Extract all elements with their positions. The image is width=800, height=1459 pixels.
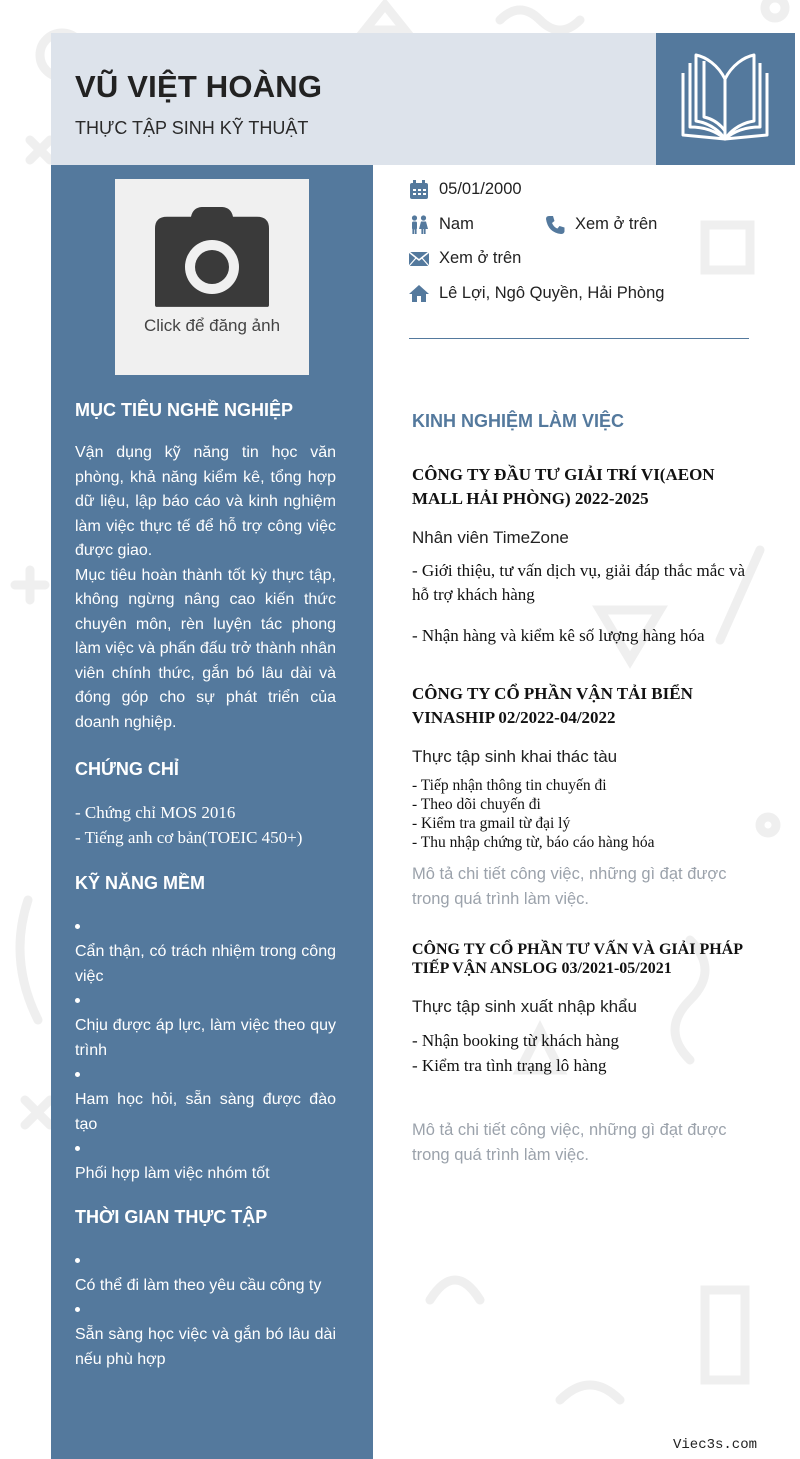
internship-time-text: Sẵn sàng học việc và gắn bó lâu dài nếu phù hợp [75, 1326, 336, 1368]
job-company: CÔNG TY CỔ PHẦN TƯ VẤN VÀ GIẢI PHÁP TIẾP VẬN ANSLOG 03/2021-05/2021 [412, 941, 743, 977]
bullet-icon [75, 1137, 336, 1161]
internship-time-title[interactable]: THỜI GIAN THỰC TẬP [75, 1207, 268, 1227]
certificate-item: - Chứng chỉ MOS 2016 [75, 803, 236, 822]
job-position: Nhân viên TimeZone [412, 528, 569, 547]
logo-box [656, 33, 795, 165]
birthday-value: 05/01/2000 [439, 180, 522, 198]
bullet-icon [75, 1298, 336, 1322]
job-description-placeholder[interactable]: Mô tả chi tiết công việc, những gì đạt được trong quá trình làm việc. [412, 1121, 727, 1164]
list-item [75, 989, 336, 1063]
job-position: Thực tập sinh xuất nhập khẩu [412, 997, 637, 1016]
photo-caption: Click để đăng ảnh [143, 316, 281, 335]
certificate-item: - Tiếng anh cơ bản(TOEIC 450+) [75, 828, 303, 847]
soft-skill-text: Chịu được áp lực, làm việc theo quy trình [75, 1017, 336, 1059]
experience-title[interactable]: KINH NGHIỆM LÀM VIỆC [412, 411, 625, 431]
bullet-icon [75, 1063, 336, 1087]
photo-upload[interactable] [115, 179, 309, 375]
envelope-icon [409, 249, 429, 269]
job-entry[interactable] [412, 940, 752, 1168]
bullet-icon [75, 989, 336, 1013]
gender-value: Nam [439, 215, 474, 233]
sidebar [51, 165, 373, 1459]
address-value: Lê Lợi, Ngô Quyền, Hải Phòng [439, 284, 665, 302]
calendar-icon [409, 180, 429, 200]
job-duty: - Theo dõi chuyến đi [412, 796, 541, 813]
job-duty: - Kiểm tra tình trạng lô hàng [412, 1056, 607, 1075]
job-duty: - Nhận booking từ khách hàng [412, 1031, 620, 1050]
soft-skill-text: Phối hợp làm việc nhóm tốt [75, 1165, 270, 1182]
list-item [75, 1298, 336, 1372]
job-duty: - Thu nhập chứng từ, báo cáo hàng hóa [412, 834, 655, 851]
job-duty: - Nhận hàng và kiểm kê số lượng hàng hóa [412, 626, 705, 645]
soft-skills-title[interactable]: KỸ NĂNG MỀM [75, 873, 205, 893]
objective-paragraph-1: Vận dụng kỹ năng tin học văn phòng, khả năng kiểm kê, tổng hợp dữ liệu, lập báo cáo và kinh nghiệm làm việc thực tế để hỗ trợ công việc được giao. [75, 444, 336, 559]
soft-skill-text: Cẩn thận, có trách nhiệm trong công việc [75, 943, 336, 985]
soft-skill-text: Ham học hỏi, sẵn sàng được đào tạo [75, 1091, 336, 1133]
phone-value: Xem ở trên [575, 215, 658, 233]
cv-header [51, 33, 795, 165]
people-icon [409, 215, 429, 235]
list-item [75, 1137, 336, 1186]
phone-icon [545, 215, 565, 235]
bullet-icon [75, 1249, 336, 1273]
candidate-name[interactable]: VŨ VIỆT HOÀNG [75, 69, 323, 104]
job-description-placeholder[interactable]: Mô tả chi tiết công việc, những gì đạt được trong quá trình làm việc. [412, 865, 727, 908]
job-entry[interactable] [412, 682, 752, 912]
job-entry[interactable] [412, 463, 752, 648]
job-duty: - Tiếp nhận thông tin chuyến đi [412, 777, 607, 794]
bullet-icon [75, 915, 336, 939]
home-icon [409, 284, 429, 304]
list-item [75, 1063, 336, 1137]
internship-time-text: Có thể đi làm theo yêu cầu công ty [75, 1277, 322, 1294]
objective-paragraph-2: Mục tiêu hoàn thành tốt kỳ thực tập, không ngừng nâng cao kiến thức chuyên môn, rèn luyện tác phong làm việc và phấn đấu trở thành nhân viên chính thức, gắn bó lâu dài và đóng góp cho sự phát triển của doanh nghiệp. [75, 566, 336, 731]
footer-brand[interactable]: Viec3s.com [673, 1437, 758, 1453]
job-duty-list [412, 776, 752, 852]
objective-text[interactable] [75, 441, 336, 735]
divider [409, 338, 749, 339]
candidate-role[interactable]: THỰC TẬP SINH KỸ THUẬT [75, 118, 309, 138]
list-item [75, 1249, 336, 1298]
job-duty: - Kiểm tra gmail từ đại lý [412, 815, 571, 832]
job-company: CÔNG TY ĐẦU TƯ GIẢI TRÍ VI(AEON MALL HẢI PHÒNG) 2022-2025 [412, 465, 715, 508]
certificates-list[interactable] [75, 800, 345, 850]
internship-time-list[interactable] [75, 1249, 336, 1372]
job-duty: - Giới thiệu, tư vấn dịch vụ, giải đáp thắc mắc và hỗ trợ khách hàng [412, 561, 746, 604]
job-position: Thực tập sinh khai thác tàu [412, 747, 618, 766]
certificates-title[interactable]: CHỨNG CHỈ [75, 759, 179, 779]
open-book-icon [678, 51, 772, 143]
list-item [75, 915, 336, 989]
email-value: Xem ở trên [439, 249, 522, 267]
job-company: CÔNG TY CỔ PHẦN VẬN TẢI BIỂN VINASHIP 02/2022-04/2022 [412, 684, 693, 727]
camera-icon [153, 207, 271, 311]
objective-title[interactable]: MỤC TIÊU NGHỀ NGHIỆP [75, 400, 294, 420]
soft-skills-list[interactable] [75, 915, 336, 1186]
job-duty-list [412, 1028, 752, 1078]
